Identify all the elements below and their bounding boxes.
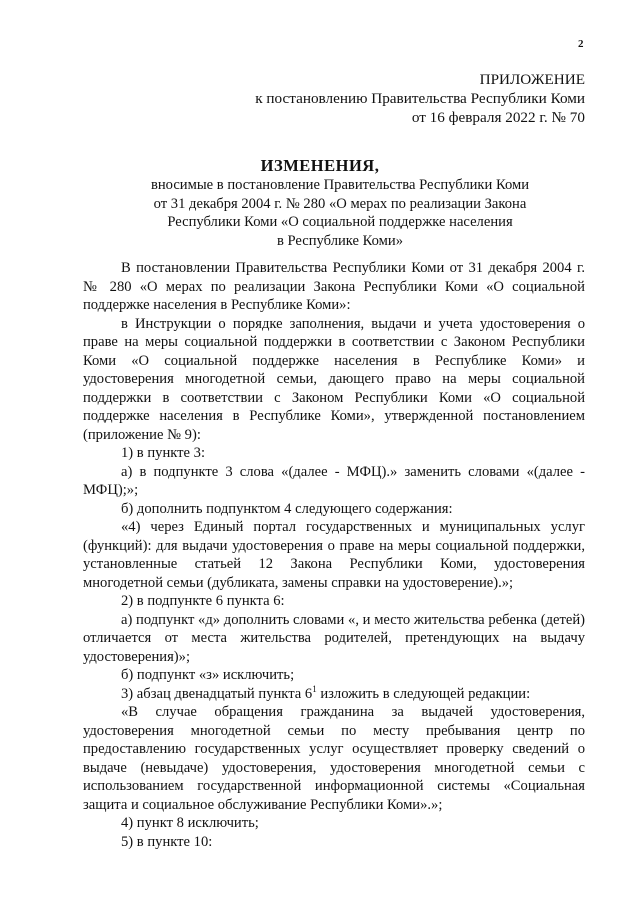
paragraph: 4) пункт 8 исключить; bbox=[121, 815, 259, 831]
page-number: 2 bbox=[578, 38, 584, 50]
document-title: ИЗМЕНЕНИЯ, bbox=[260, 156, 380, 175]
paragraph bbox=[83, 685, 585, 704]
paragraph-text: изложить в следующей редакции: bbox=[316, 685, 531, 702]
appendix-date: от 16 февраля 2022 г. № 70 bbox=[411, 109, 585, 126]
subtitle-line: в Республике Коми» bbox=[276, 232, 404, 249]
paragraph: 2) в подпункте 6 пункта 6: bbox=[121, 593, 285, 609]
paragraph: «В случае обращения гражданина за выдачей удостоверения, удостоверения многодетной семьи по месту пребывания центр по предоставлению государственных услуг осуществляет проверку сведений о выдаче (невыдаче) удостоверения, удостоверения многодетной семьи с использованием государственной информационной системы «Социальная защита и социальное обслуживание Республики Коми».»; bbox=[83, 704, 585, 813]
appendix-line: к постановлению Правительства Республики Коми bbox=[255, 90, 585, 107]
paragraph: а) подпункт «д» дополнить словами «, и место жительства ребенка (детей) отличается от места жительства родителей, претендующих на выдачу удостоверения)»; bbox=[83, 611, 585, 665]
subtitle-line: вносимые в постановление Правительства Республики Коми bbox=[150, 177, 530, 193]
document-body bbox=[83, 259, 585, 851]
subtitle-line: Республики Коми «О социальной поддержке населения bbox=[167, 214, 513, 230]
subtitle-line: от 31 декабря 2004 г. № 280 «О мерах по реализации Закона bbox=[153, 195, 527, 212]
paragraph: 1) в пункте 3: bbox=[121, 445, 206, 461]
heading-block bbox=[0, 156, 640, 250]
paragraph: б) дополнить подпунктом 4 следующего содержания: bbox=[121, 500, 453, 517]
paragraph: В постановлении Правительства Республики Коми от 31 декабря 2004 г. № 280 «О мерах по реализации Закона Республики Коми «О социальной поддержке населения в Республике Коми»: bbox=[83, 260, 585, 313]
appendix-title: ПРИЛОЖЕНИЕ bbox=[479, 71, 585, 88]
appendix-block bbox=[255, 70, 585, 127]
paragraph: «4) через Единый портал государственных и муниципальных услуг (функций): для выдачи удостоверения о праве на меры социальной поддержки, установленные статьей 12 Закона Республики Коми, удостоверения многодетной семьи (дубликата, замены справки на удостоверение).»; bbox=[83, 519, 585, 591]
superscript: 1 bbox=[312, 683, 317, 694]
paragraph: 5) в пункте 10: bbox=[121, 833, 213, 850]
paragraph-text: 3) абзац двенадцатый пункта 6 bbox=[121, 685, 313, 702]
paragraph: в Инструкции о порядке заполнения, выдачи и учета удостоверения о праве на меры социальной поддержки в соответствии с Законом Республики Коми «О социальной поддержке населения в Республике Коми» и удостоверения многодетной семьи, дающего право на меры социальной поддержки в соответствии с Законом Республики Коми «О социальной поддержке населения в Республике Коми», утвержденной постановлением (приложение № 9): bbox=[83, 315, 585, 443]
paragraph: а) в подпункте 3 слова «(далее - МФЦ).» заменить словами «(далее - МФЦ);»; bbox=[83, 463, 585, 498]
paragraph: б) подпункт «з» исключить; bbox=[121, 667, 295, 683]
